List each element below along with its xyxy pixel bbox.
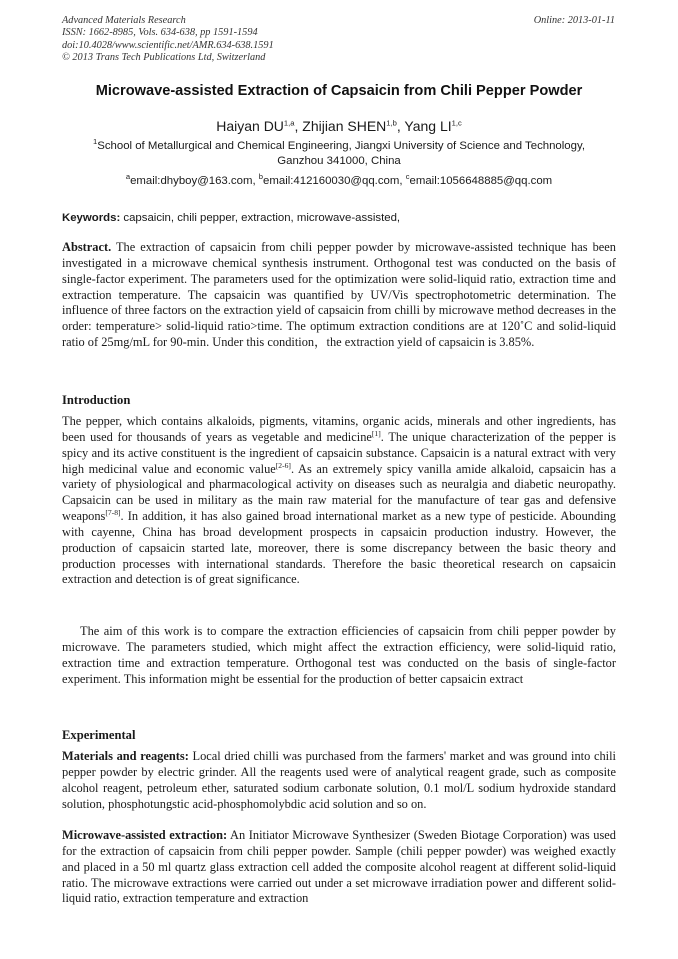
introduction-heading: Introduction [62, 393, 131, 407]
email-sup: c [405, 172, 410, 182]
paper-title: Microwave-assisted Extraction of Capsaicin from Chili Pepper Powder [95, 83, 583, 99]
author-name: Yang LI [404, 118, 452, 134]
online-date: Online: 2013-01-11 [533, 15, 615, 26]
materials-label: Materials and reagents: [62, 749, 189, 763]
running-header-left [62, 15, 274, 64]
introduction-paragraph-1 [62, 414, 616, 588]
author-list: Haiyan DU$^{1,a}$, Zhijian SHEN$^{1,b}$, Yang LI$^{1,c}$ [216, 118, 462, 134]
keywords-label: Keywords: [62, 212, 121, 224]
author-affil-sup: 1,b [386, 118, 397, 128]
email-sup: a [125, 172, 131, 182]
affiliation-line-2: Ganzhou 341000, China [277, 155, 401, 167]
experimental-heading: Experimental [62, 728, 136, 742]
intro-text: . In addition, it has also gained broad international market as a new type of pesticide. Abounding with cayenne, China has broad development prospects in capsaicin production industry. However, the production of capsaicin started late, moreover, there is some discrepancy between the basic theory and production processes with international standards. Therefore the basic theoretical research on capsaicin extraction and detection is of great significance. [62, 509, 616, 587]
abstract-text: The extraction of capsaicin from chili pepper powder by microwave-assisted technique has been investigated in a microwave chemical synthesis instrument. Orthogonal test was conducted on the basis of single-factor experiment. The parameters used for the optimization were solid-liquid ratio, extraction time and extraction temperature. The capsaicin was quantified by UV/Vis spectrophotometric determination. The influence of three factors on the extraction yield of capsaicin from chilli by microwave method decreases in the order: temperature> solid-liquid ratio>time. The optimum extraction conditions are at 120˚C and solid-liquid ratio of 25mg/mL for 90-min. Under this condition，the extraction yield of capsaicin is 3.85%. [62, 240, 616, 350]
citation-ref: [7-8] [105, 507, 121, 517]
mae-paragraph [62, 828, 616, 907]
intro-paragraph-2-text: The aim of this work is to compare the extraction efficiencies of capsaicin from chili pepper powder by microwave. The parameters studied, which might affect the extraction efficiency, were solid-liquid ratio, extraction time and extraction temperature. Orthogonal test was conducted on the basis of single-factor experiment. This information might be essential for the production of better capsaicin extract [62, 624, 616, 686]
copyright-line: © 2013 Trans Tech Publications Ltd, Switzerland [62, 51, 266, 63]
intro-text: . As an extremely spicy vanilla amide alkaloid, capsaicin has a variety of physiological and pharmacological activity on diseases such as neuralgia and diabetic neuropathy. Capsaicin can be used in military as the main raw material for the manufacture of tear gas and defensive weapons [62, 461, 616, 524]
mae-text: An Initiator Microwave Synthesizer (Sweden Biotage Corporation) was used for the extraction of capsaicin from chili pepper powder. Sample (chili pepper powder) was weighed exactly and placed in a 50 ml quartz glass extraction cell added the composite alcohol reagent at different solid-liquid ratio. The microwave extractions were carried out under a set microwave irradiation power and different solid-liquid ratio, extraction temperature and extraction [62, 828, 616, 906]
author-affil-sup: 1,c [451, 118, 462, 128]
abstract [62, 240, 616, 351]
affiliation [62, 139, 616, 169]
intro-text: . The unique characterization of the pepper is spicy and its active constituent is the ingredient of capsaicin substance. Capsaicin is a natural extract with very high medicinal value and economic value [62, 429, 616, 476]
affiliation-line-1: School of Metallurgical and Chemical Engineering, Jiangxi University of Science and Technology, [97, 140, 585, 152]
email-address: email:dhyboy@163.com [130, 175, 253, 187]
mae-label: Microwave-assisted extraction: [62, 828, 228, 842]
email-address: email:1056648885@qq.com [409, 175, 553, 187]
email-list: $^a$email:dhyboy@163.com, $^b$email:412160030@qq.com, $^c$email:1056648885@qq.com [125, 172, 553, 187]
issn-line: ISSN: 1662-8985, Vols. 634-638, pp 1591-1594 [62, 27, 258, 39]
doi-line: doi:10.4028/www.scientific.net/AMR.634-638.1591 [62, 39, 274, 51]
author-name: Zhijian SHEN [302, 118, 387, 134]
keywords-line [62, 211, 616, 226]
email-address: email:412160030@qq.com [263, 175, 400, 187]
citation-ref: [1] [371, 428, 381, 438]
journal-name: Advanced Materials Research [62, 15, 186, 26]
abstract-label: Abstract. [62, 240, 112, 254]
email-sup: b [258, 172, 264, 182]
intro-text: The pepper, which contains alkaloids, pigments, vitamins, organic acids, minerals and other ingredients, has been used for thousands of years as vegetable and medicine [62, 414, 616, 444]
affiliation-sup: 1 [93, 137, 98, 147]
materials-paragraph [62, 749, 616, 812]
keywords-text: capsaicin, chili pepper, extraction, microwave-assisted, [123, 212, 401, 224]
author-name: Haiyan DU [216, 118, 284, 134]
materials-text: Local dried chilli was purchased from the farmers' market and was ground into chili pepper powder by electric grinder. All the reagents used were of analytical reagent grade, such as composite alcohol reagent, petroleum ether, saturated sodium carbonate solution, 0.1 mol/L sodium hydroxide standard solution, phosphotungstic acid-phosphomolybdic acid solution and so on. [62, 749, 616, 811]
introduction-paragraph-2 [62, 624, 616, 687]
author-affil-sup: 1,a [283, 118, 295, 128]
citation-ref: [2-6] [275, 460, 291, 470]
